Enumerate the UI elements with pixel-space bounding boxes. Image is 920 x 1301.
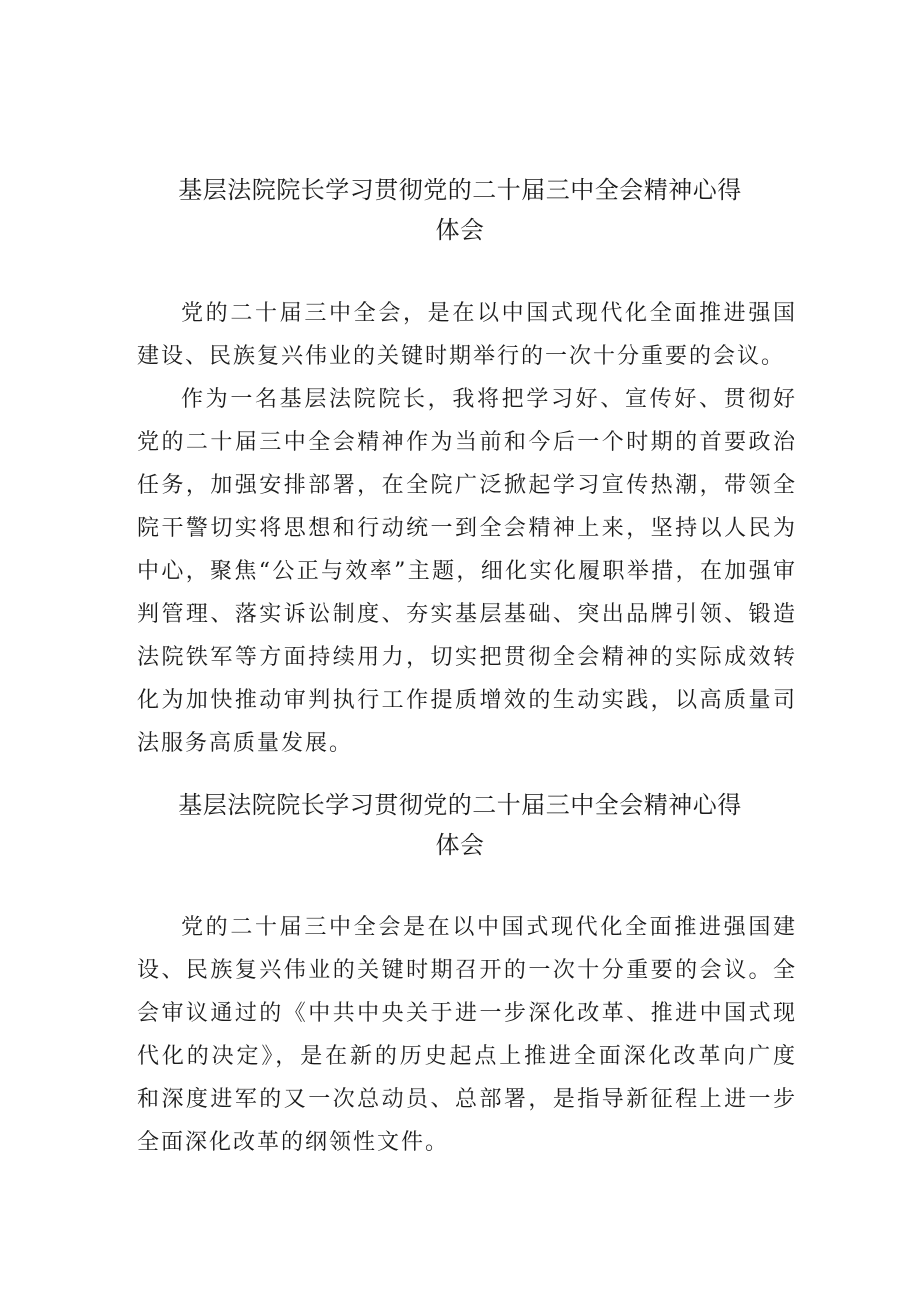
section-2-paragraph-1: 党的二十届三中全会是在以中国式现代化全面推进强国建设、民族复兴伟业的关键时期召开的一次十分重要的会议。全会审议通过的《中共中央关于进一步深化改革、推进中国式现代化的决定》，是在新的历史起点上推进全面深化改革向广度和深度进军的又一次总动员、总部署，是指导新征程上进一步全面深化改革的纲领性文件。 — [137, 915, 797, 1155]
section-2-title-line-2: 体会 — [435, 831, 485, 859]
section-1-title-line-2: 体会 — [435, 216, 485, 244]
section-1-paragraph-1: 党的二十届三中全会，是在以中国式现代化全面推进强国建设、民族复兴伟业的关键时期举行的一次十分重要的会议。 — [137, 301, 797, 369]
section-2-title — [120, 785, 800, 865]
section-2-title-line-1: 基层法院院长学习贯彻党的二十届三中全会精神心得 — [178, 791, 742, 819]
section-1-paragraph-2: 作为一名基层法院院长，我将把学习好、宣传好、贯彻好党的二十届三中全会精神作为当前和今后一个时期的首要政治任务，加强安排部署，在全院广泛掀起学习宣传热潮，带领全院干警切实将思想和行动统一到全会精神上来，坚持以人民为中心，聚焦“公正与效率”主题，细化实化履职举措，在加强审判管理、落实诉讼制度、夯实基层基础、突出品牌引领、锻造法院铁军等方面持续用力，切实把贯彻全会精神的实际成效转化为加快推动审判执行工作提质增效的生动实践，以高质量司法服务高质量发展。 — [137, 387, 797, 756]
section-1-title — [120, 170, 800, 250]
section-1-title-line-1: 基层法院院长学习贯彻党的二十届三中全会精神心得 — [178, 176, 742, 204]
